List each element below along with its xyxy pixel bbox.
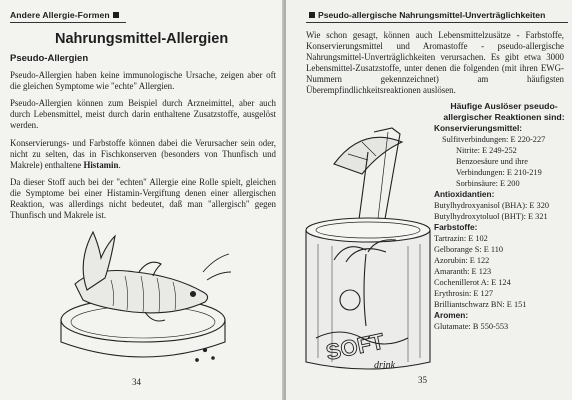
additive-list-item: Butylhydroxytoluol (BHT): E 321 — [434, 212, 548, 221]
additive-list-item: Sorbinsäure: E 200 — [456, 179, 520, 188]
histamin-term: Histamin — [83, 160, 119, 170]
intro-paragraph: Wie schon gesagt, können auch Lebensmittelzusätze - Farbstoffe, Konservierungsmittel und Aromastoffe - pseudo-allergische Nahrungsmittel-Unverträglichkeiten verursachen. Es gibt etwa 3000 Lebensmittel-Zusatzstoffe, unter denen die folgenden (mit ihren EWG-Nummern gekennzeichnet) am häufigsten Überempfindlichkeitsreaktionen auslösen. — [306, 30, 564, 95]
additive-group-title: Konservierungsmittel: — [434, 123, 523, 133]
paragraph-2: Pseudo-Allergien können zum Beispiel durch Arzneimittel, aber auch durch Lebensmittel, meist durch darin enthaltene Zusatzstoffe, ausgelöst werden. — [10, 98, 276, 130]
paragraph-4: Da dieser Stoff auch bei der "echten" Allergie eine Rolle spielt, gleichen die Symptome bei einer Histamin-Vergiftung denen einer allergischen Reaktion, was allerdings nicht bedeutet, daß man "allergisch" gegen Thunfisch und Makrele ist. — [10, 177, 276, 220]
header-rule — [10, 22, 126, 23]
additive-group-title: Antioxidantien: — [434, 189, 495, 199]
can-sublabel: drink — [374, 360, 396, 371]
additive-list-item: Brilliantschwarz BN: E 151 — [434, 300, 527, 309]
left-page — [0, 0, 284, 400]
additive-group-title: Aromen: — [434, 310, 469, 320]
additive-list-item: Azorubin: E 122 — [434, 256, 490, 265]
additives-list — [434, 123, 568, 332]
additive-list-item: Butylhydroxyanisol (BHA): E 320 — [434, 201, 549, 210]
additive-list-item: Nitrite: E 249-252 — [456, 146, 517, 155]
triggers-heading: Häufige Auslöser pseudo-allergischer Reaktionen sind: — [443, 101, 565, 122]
additive-list-item: Amaranth: E 123 — [434, 267, 492, 276]
chapter-title: Nahrungsmittel-Allergien — [55, 31, 229, 47]
additive-list-item: Cochenillerot A: E 124 — [434, 278, 511, 287]
additive-list-item: Glutamate: B 550-553 — [434, 322, 509, 331]
page-number-right: 35 — [418, 375, 427, 385]
square-bullet-icon — [113, 12, 119, 18]
additive-group-title: Farbstoffe: — [434, 222, 478, 232]
header-rule — [306, 22, 568, 23]
paragraph-3: Konservierungs- und Farbstoffe können dabei die Verursacher sein oder, nicht zu selten, das in Fischkonserven (besonders von Thunfisch und Makrele) enthaltene Histamin. — [10, 138, 276, 170]
right-page — [286, 0, 572, 400]
fish-tin-illustration — [55, 214, 235, 374]
page-number-left: 34 — [132, 377, 141, 387]
running-header-right-text: Pseudo-allergische Nahrungsmittel-Unverträglichkeiten — [318, 10, 546, 20]
running-header-left-text: Andere Allergie-Formen — [10, 10, 110, 20]
can-label: SOFT — [323, 328, 387, 365]
additive-list-item: Sulfitverbindungen: E 220-227 — [442, 135, 546, 144]
additive-list-item: Tartrazin: E 102 — [434, 234, 488, 243]
additive-list-item: Gelborange S: E 110 — [434, 245, 504, 254]
paragraph-3-text: Konservierungs- und Farbstoffe können dabei die Verursacher sein oder, nicht zu selten, das in Fischkonserven (besonders von Thunfisch und Makrele) enthaltene — [10, 138, 276, 170]
square-bullet-icon — [309, 12, 315, 18]
paragraph-1: Pseudo-Allergien haben keine immunologische Ursache, zeigen aber oft die gleichen Symptome wie "echte" Allergien. — [10, 70, 276, 91]
additive-list-item: Erythrosin: E 127 — [434, 289, 493, 298]
soft-drink-can-illustration — [296, 112, 446, 372]
section-title: Pseudo-Allergien — [10, 53, 89, 64]
additive-list-item: Benzoesäure und ihre Verbindungen: E 210-219 — [456, 157, 542, 177]
running-header-left — [10, 10, 122, 20]
running-header-right — [306, 10, 545, 20]
